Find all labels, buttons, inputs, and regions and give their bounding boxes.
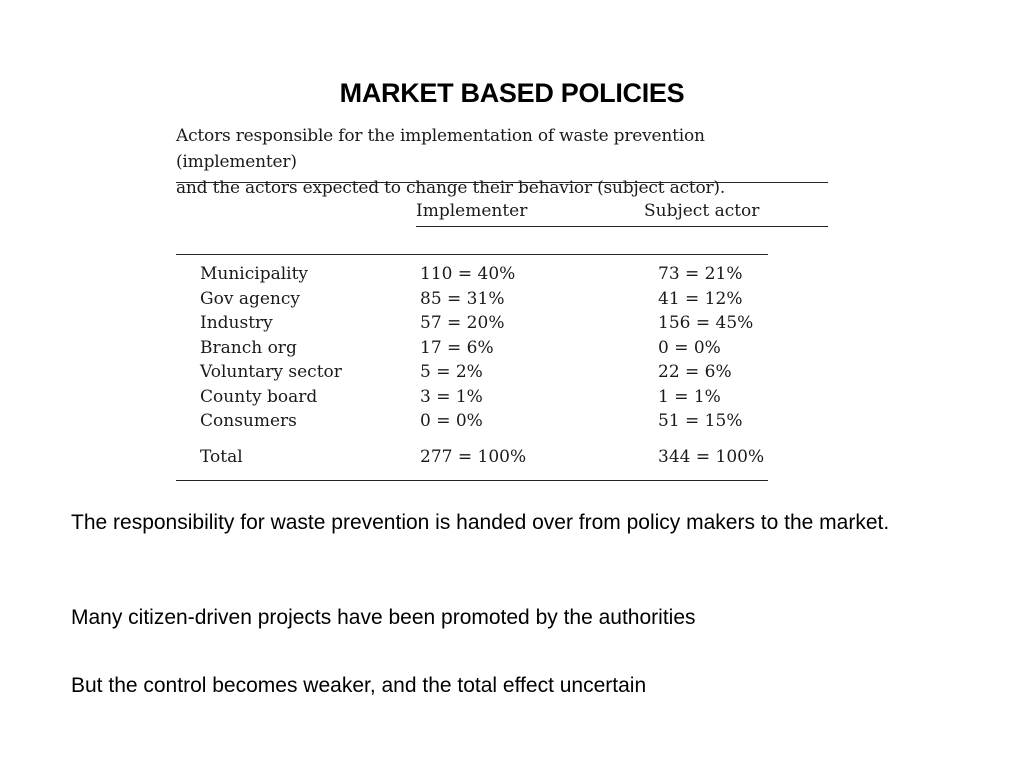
caption-line-1: Actors responsible for the implementation of waste prevention (implementer) (176, 126, 705, 172)
paragraph-responsibility: The responsibility for waste prevention is handed over from policy makers to the market. (71, 511, 890, 534)
cell-total-label: Total (200, 446, 243, 467)
cell-actor: Voluntary sector (200, 362, 342, 382)
cell-subject: 0 = 0% (658, 337, 721, 358)
cell-implementer: 110 = 40% (420, 264, 516, 284)
cell-subject: 41 = 12% (658, 288, 743, 309)
cell-implementer: 5 = 2% (420, 362, 483, 382)
table-total-row (176, 445, 776, 470)
cell-actor: Consumers (200, 411, 297, 431)
cell-implementer: 57 = 20% (420, 313, 505, 333)
table-row (176, 287, 776, 312)
table-figure (176, 120, 830, 467)
column-header-subject-actor: Subject actor (644, 201, 760, 221)
cell-actor: Municipality (200, 264, 309, 284)
cell-subject: 156 = 45% (658, 313, 754, 333)
cell-subject: 73 = 21% (658, 264, 743, 284)
table-row (176, 262, 776, 287)
table-row (176, 385, 776, 410)
cell-total-subject: 344 = 100% (658, 446, 765, 467)
paragraph-citizen-projects: Many citizen-driven projects have been promoted by the authorities (71, 606, 696, 629)
column-header-implementer: Implementer (416, 201, 528, 221)
table-row (176, 409, 776, 434)
paragraph-control-weaker: But the control becomes weaker, and the total effect uncertain (71, 674, 647, 697)
table-top-rule (176, 182, 828, 183)
cell-subject: 51 = 15% (658, 411, 743, 431)
cell-implementer: 17 = 6% (420, 337, 494, 358)
header-underline-rule (416, 226, 828, 227)
cell-implementer: 0 = 0% (420, 411, 483, 431)
cell-actor: Gov agency (200, 288, 300, 309)
cell-actor: Industry (200, 313, 273, 333)
table-row (176, 360, 776, 385)
cell-implementer: 3 = 1% (420, 386, 483, 407)
table-caption (176, 120, 830, 201)
slide-title: MARKET BASED POLICIES (339, 78, 685, 108)
cell-actor: Branch org (200, 337, 297, 358)
cell-actor: County board (200, 386, 318, 407)
cell-subject: 1 = 1% (658, 386, 721, 407)
table-body (176, 262, 776, 469)
table-row (176, 336, 776, 361)
cell-subject: 22 = 6% (658, 362, 732, 382)
cell-implementer: 85 = 31% (420, 288, 505, 309)
caption-line-2: and the actors expected to change their behavior (subject actor). (176, 178, 726, 198)
table-header-rule (176, 254, 768, 255)
table-bottom-rule (176, 480, 768, 481)
table-row (176, 311, 776, 336)
cell-total-implementer: 277 = 100% (420, 446, 527, 467)
